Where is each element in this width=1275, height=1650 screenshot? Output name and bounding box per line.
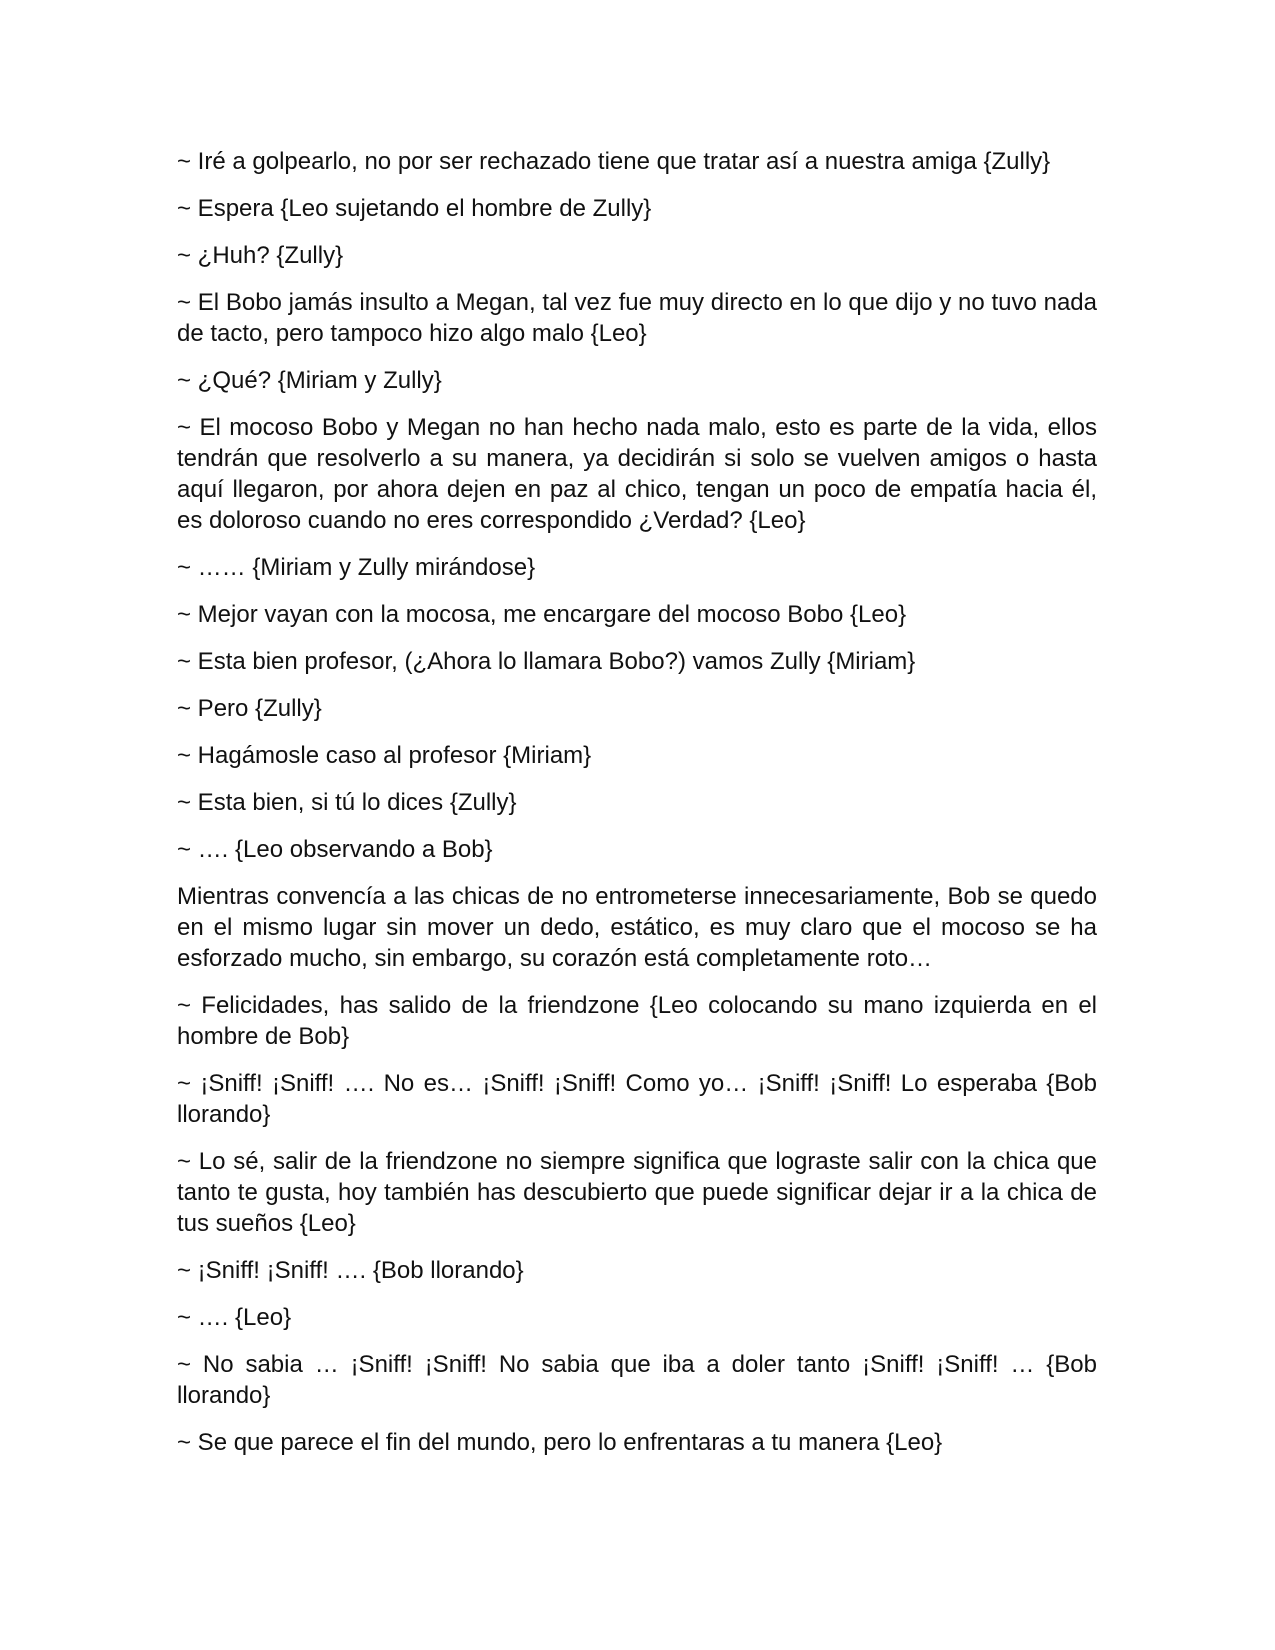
dialogue-line: ~ …. {Leo}: [177, 1304, 292, 1331]
dialogue-line: ~ Lo sé, salir de la friendzone no siempre significa que lograste salir con la chica que tanto te gusta, hoy también has descubierto que puede significar dejar ir a la chica de tus sueños {Leo}: [177, 1148, 1097, 1237]
dialogue-line: ~ ¡Sniff! ¡Sniff! …. No es… ¡Sniff! ¡Sniff! Como yo… ¡Sniff! ¡Sniff! Lo esperaba {Bob llorando}: [177, 1070, 1097, 1128]
dialogue-line: ~ Pero {Zully}: [177, 695, 322, 722]
dialogue-line: ~ Hagámosle caso al profesor {Miriam}: [177, 742, 592, 769]
dialogue-line: ~ Mejor vayan con la mocosa, me encargare del mocoso Bobo {Leo}: [177, 601, 907, 628]
dialogue-line: ~ El Bobo jamás insulto a Megan, tal vez fue muy directo en lo que dijo y no tuvo nada de tacto, pero tampoco hizo algo malo {Leo}: [177, 289, 1097, 347]
dialogue-line: ~ Espera {Leo sujetando el hombre de Zully}: [177, 195, 652, 222]
dialogue-line: ~ Felicidades, has salido de la friendzone {Leo colocando su mano izquierda en el hombre de Bob}: [177, 992, 1097, 1050]
dialogue-line: ~ …. {Leo observando a Bob}: [177, 836, 493, 863]
dialogue-line: ~ ¿Qué? {Miriam y Zully}: [177, 367, 442, 394]
dialogue-line: ~ ¿Huh? {Zully}: [177, 242, 344, 269]
dialogue-line: ~ Iré a golpearlo, no por ser rechazado tiene que tratar así a nuestra amiga {Zully}: [177, 148, 1051, 175]
narration-paragraph: Mientras convencía a las chicas de no entrometerse innecesariamente, Bob se quedo en el mismo lugar sin mover un dedo, estático, es muy claro que el mocoso se ha esforzado mucho, sin embargo, su corazón está completamente roto…: [177, 883, 1097, 972]
dialogue-line: ~ …… {Miriam y Zully mirándose}: [177, 554, 536, 581]
dialogue-line: ~ No sabia … ¡Sniff! ¡Sniff! No sabia que iba a doler tanto ¡Sniff! ¡Sniff! … {Bob llorando}: [177, 1351, 1097, 1409]
dialogue-line: ~ Se que parece el fin del mundo, pero lo enfrentaras a tu manera {Leo}: [177, 1429, 943, 1456]
dialogue-line: ~ Esta bien profesor, (¿Ahora lo llamara Bobo?) vamos Zully {Miriam}: [177, 648, 916, 675]
document-body: [177, 146, 1097, 1474]
dialogue-line: ~ El mocoso Bobo y Megan no han hecho nada malo, esto es parte de la vida, ellos tendrán que resolverlo a su manera, ya decidirán si solo se vuelven amigos o hasta aquí llegaron, por ahora dejen en paz al chico, tengan un poco de empatía hacia él, es doloroso cuando no eres correspondido ¿Verdad? {Leo}: [177, 414, 1097, 534]
dialogue-line: ~ ¡Sniff! ¡Sniff! …. {Bob llorando}: [177, 1257, 524, 1284]
dialogue-line: ~ Esta bien, si tú lo dices {Zully}: [177, 789, 517, 816]
